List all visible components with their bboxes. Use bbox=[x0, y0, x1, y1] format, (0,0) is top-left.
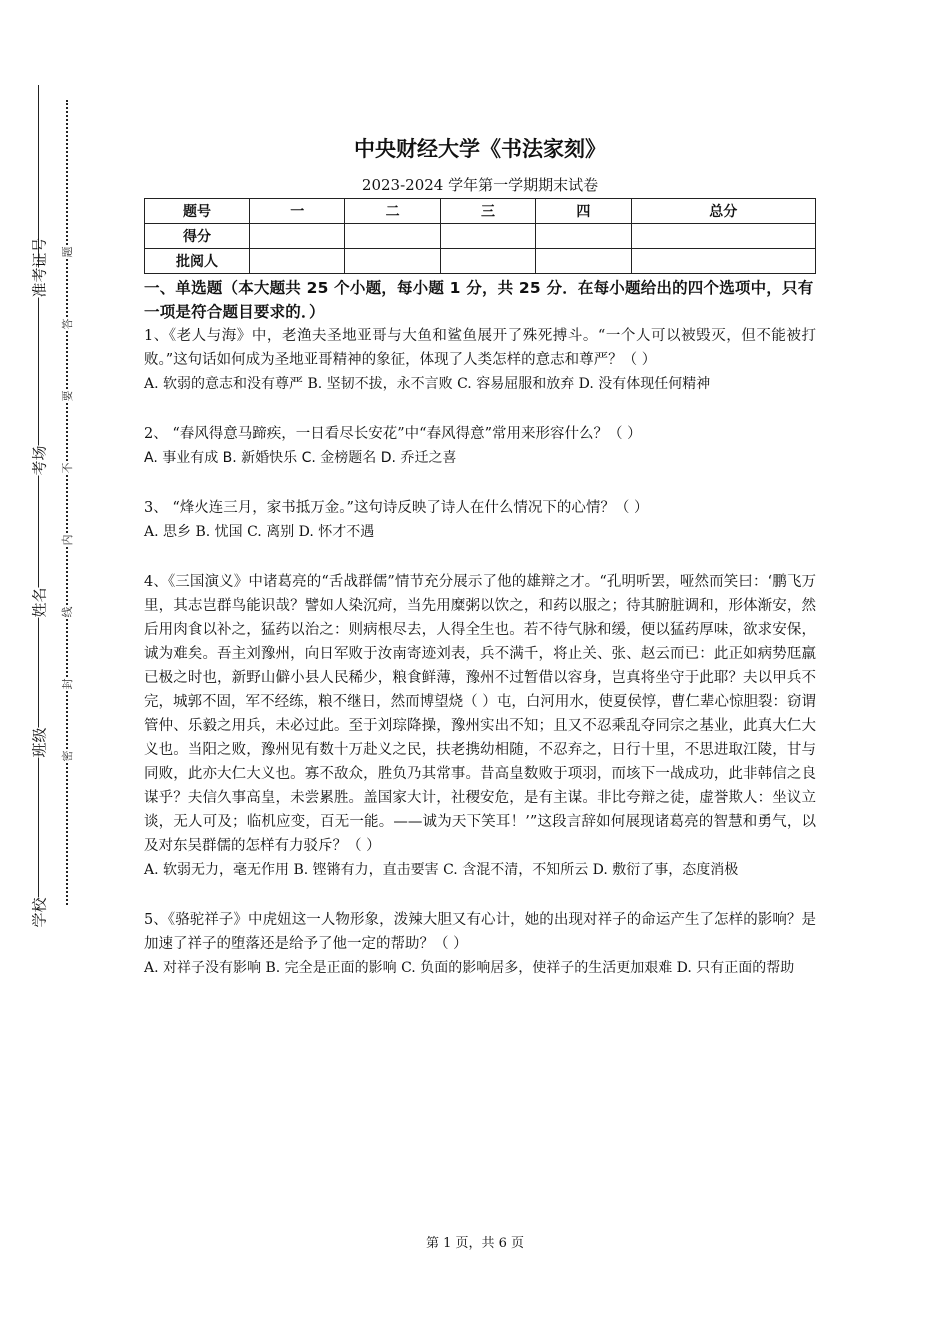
question-2 bbox=[144, 422, 816, 470]
seal-char: 不 bbox=[61, 462, 74, 474]
exam-subtitle: 2023-2024 学年第一学期期末试卷 bbox=[361, 176, 599, 194]
score-cell[interactable] bbox=[250, 249, 345, 274]
score-col-header: 二 bbox=[345, 199, 440, 224]
section-heading: 一、单选题（本大题共 25 个小题，每小题 1 分，共 25 分．在每小题给出的四个选项中，只有一项是符合题目要求的．） bbox=[144, 279, 814, 321]
question-3 bbox=[144, 496, 816, 544]
score-col-header: 三 bbox=[440, 199, 535, 224]
score-table bbox=[144, 198, 816, 274]
question-stem: 3、 “烽火连三月，家书抵万金。”这句诗反映了诗人在什么情况下的心情？（ ） bbox=[144, 500, 649, 516]
binding-label-school: 学校 bbox=[30, 897, 49, 928]
score-cell[interactable] bbox=[536, 224, 631, 249]
score-cell[interactable] bbox=[631, 224, 815, 249]
binding-label-class: 班级 bbox=[30, 727, 49, 758]
question-stem: 2、 “春风得意马蹄疾，一日看尽长安花”中“春风得意”常用来形容什么？（ ） bbox=[144, 426, 642, 442]
question-options: A. 对祥子没有影响 B. 完全是正面的影响 C. 负面的影响居多，使祥子的生活更加艰难 D. 只有正面的帮助 bbox=[144, 960, 795, 976]
exam-title: 中央财经大学《书法家刻》 bbox=[354, 137, 606, 161]
question-5 bbox=[144, 908, 816, 980]
question-stem: 4、《三国演义》中诸葛亮的“舌战群儒”情节充分展示了他的雄辩之才。“孔明听罢，哑然而笑曰：‘鹏飞万里，其志岂群鸟能识哉？譬如人染沉疴，当先用糜粥以饮之，和药以服之；待其腑脏调和，形体渐安，然后用肉食以补之，猛药以治之：则病根尽去，人得全生也。若不待气脉和缓，便以猛药厚味，欲求安保，诚为难矣。吾主刘豫州，向日军败于汝南寄迹刘表，兵不满千，将止关、张、赵云而已：此正如病势尫羸已极之时也，新野山僻小县人民稀少，粮食鲜薄，豫州不过暂借以容身，岂真将坐守于此耶？夫以甲兵不完，城郭不固，军不经练，粮不继日，然而博望烧（ ）屯，白河用水，使夏侯惇，曹仁辈心惊胆裂：窃谓管仲、乐毅之用兵，未必过此。至于刘琮降操，豫州实出不知；且又不忍乘乱夺同宗之基业，此真大仁大义也。当阳之败，豫州见有数十万赴义之民，扶老携幼相随，不忍弃之，日行十里，不思进取江陵，甘与同败，此亦大仁大义也。寡不敌众，胜负乃其常事。昔高皇数败于项羽，而垓下一战成功，此非韩信之良谋乎？夫信久事高皇，未尝累胜。盖国家大计，社稷安危，是有主谋。非比夸辩之徒，虚誉欺人：坐议立谈，无人可及；临机应变，百无一能。——诚为天下笑耳！’”这段言辞如何展现诸葛亮的智慧和勇气，以及对东吴群儒的怎样有力驳斥？（ ） bbox=[144, 574, 816, 854]
score-col-header: 一 bbox=[250, 199, 345, 224]
seal-char: 内 bbox=[61, 534, 74, 546]
question-options: A. 事业有成 B. 新婚快乐 C. 金榜题名 D. 乔迁之喜 bbox=[144, 450, 457, 466]
score-cell[interactable] bbox=[536, 249, 631, 274]
seal-char: 线 bbox=[61, 606, 74, 618]
score-col-header: 总分 bbox=[631, 199, 815, 224]
seal-char: 密 bbox=[61, 750, 74, 762]
score-cell[interactable] bbox=[631, 249, 815, 274]
seal-char: 答 bbox=[61, 318, 74, 330]
score-cell[interactable] bbox=[440, 224, 535, 249]
score-table-row bbox=[145, 249, 816, 274]
score-row-header: 批阅人 bbox=[145, 249, 250, 274]
score-col-header: 四 bbox=[536, 199, 631, 224]
score-col-header: 题号 bbox=[145, 199, 250, 224]
score-row-header: 得分 bbox=[145, 224, 250, 249]
score-table-header-row bbox=[145, 199, 816, 224]
question-stem: 1、《老人与海》中，老渔夫圣地亚哥与大鱼和鲨鱼展开了殊死搏斗。“一个人可以被毁灭，但不能被打败。”这句话如何成为圣地亚哥精神的象征，体现了人类怎样的意志和尊严？（ ） bbox=[144, 328, 816, 368]
question-1 bbox=[144, 324, 816, 396]
binding-label-exam-room: 考场 bbox=[30, 445, 49, 476]
seal-char: 封 bbox=[61, 678, 74, 690]
binding-label-name: 姓名 bbox=[30, 587, 49, 618]
question-options: A. 思乡 B. 忧国 C. 离别 D. 怀才不遇 bbox=[144, 524, 375, 540]
score-table-row bbox=[145, 224, 816, 249]
question-stem: 5、《骆驼祥子》中虎妞这一人物形象，泼辣大胆又有心计，她的出现对祥子的命运产生了怎样的影响？是加速了祥子的堕落还是给予了他一定的帮助？（ ） bbox=[144, 912, 816, 952]
score-cell[interactable] bbox=[345, 224, 440, 249]
page-footer: 第 1 页，共 6 页 bbox=[425, 1236, 525, 1251]
question-options: A. 软弱无力，毫无作用 B. 铿锵有力，直击要害 C. 含混不清，不知所云 D. 敷衍了事，态度消极 bbox=[144, 862, 739, 878]
binding-solid-line bbox=[38, 85, 39, 925]
score-cell[interactable] bbox=[250, 224, 345, 249]
score-cell[interactable] bbox=[440, 249, 535, 274]
question-options: A. 软弱的意志和没有尊严 B. 坚韧不拔，永不言败 C. 容易屈服和放弃 D. 没有体现任何精神 bbox=[144, 376, 711, 392]
seal-char: 题 bbox=[61, 246, 74, 258]
binding-dotted-line bbox=[66, 100, 68, 905]
question-4 bbox=[144, 570, 816, 882]
seal-char: 要 bbox=[61, 390, 74, 402]
binding-label-exam-id: 准考证号 bbox=[30, 237, 49, 298]
exam-content bbox=[144, 126, 816, 980]
score-cell[interactable] bbox=[345, 249, 440, 274]
